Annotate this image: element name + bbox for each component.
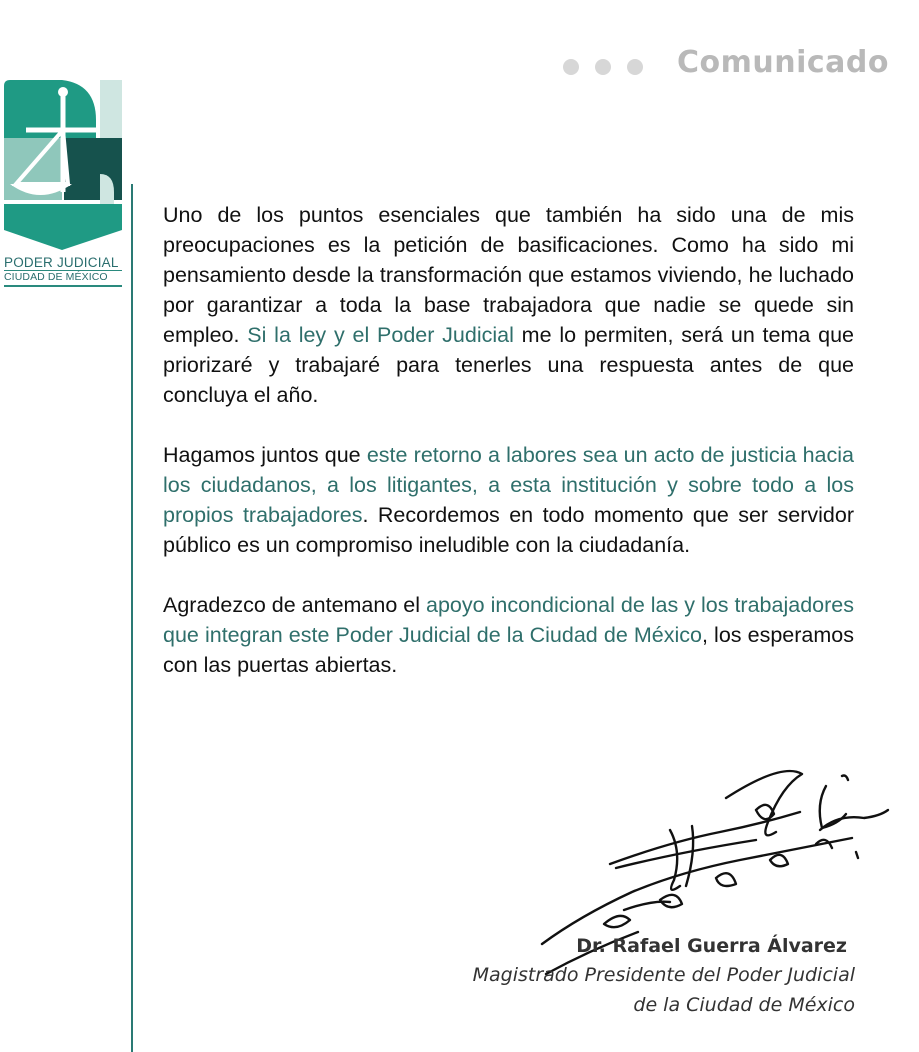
- scales-of-justice-icon: [4, 80, 122, 250]
- text: Agradezco de antemano el: [163, 593, 427, 617]
- logo-city: CIUDAD DE MÉXICO: [4, 270, 122, 287]
- paragraph-2: [163, 440, 854, 560]
- vertical-rule: [131, 184, 133, 1052]
- text: me lo permiten, será un tema que priorizaré y trabajaré para tenerles una respuesta antes de que concluya el año.: [163, 323, 855, 407]
- text: Uno de los puntos esenciales que también ha sido una de mis preocupaciones es la petición de basificaciones. Como ha sido mi pensamiento desde la transformación que estamos viviendo, he luchado por garantizar a toda la base trabajadora que nadie se quede sin empleo.: [163, 203, 854, 347]
- signature-block: [473, 932, 855, 1020]
- poder-judicial-logo: [4, 80, 122, 287]
- text: , los esperamos con las puertas abiertas.: [163, 623, 854, 677]
- text: . Recordemos en todo momento que ser servidor público es un compromiso ineludible con la ciudadanía.: [163, 503, 854, 557]
- text: Hagamos juntos que: [163, 443, 367, 467]
- dot-icon: [563, 59, 579, 75]
- dot-icon: [627, 59, 643, 75]
- highlight-text: apoyo incondicional de las y los trabajadores que integran este Poder Judicial de la Ciudad de México: [163, 593, 854, 647]
- page-title: Comunicado: [677, 44, 889, 80]
- header-dots: [563, 59, 643, 75]
- logo-name: PODER JUDICIAL: [4, 255, 119, 270]
- paragraph-1: [163, 200, 854, 410]
- signatory-role-line2: de la Ciudad de México: [633, 994, 855, 1016]
- dot-icon: [595, 59, 611, 75]
- highlight-text: Si la ley y el Poder Judicial: [247, 323, 514, 347]
- paragraph-3: [163, 590, 854, 680]
- header: [563, 44, 889, 80]
- signatory-role-line1: Magistrado Presidente del Poder Judicial: [472, 964, 855, 986]
- highlight-text: este retorno a labores sea un acto de justicia hacia los ciudadanos, a los litigantes, a esta institución y sobre todo a los propios trabajadores: [163, 443, 854, 527]
- signatory-name: Dr. Rafael Guerra Álvarez: [576, 935, 847, 957]
- message-body: [163, 200, 854, 710]
